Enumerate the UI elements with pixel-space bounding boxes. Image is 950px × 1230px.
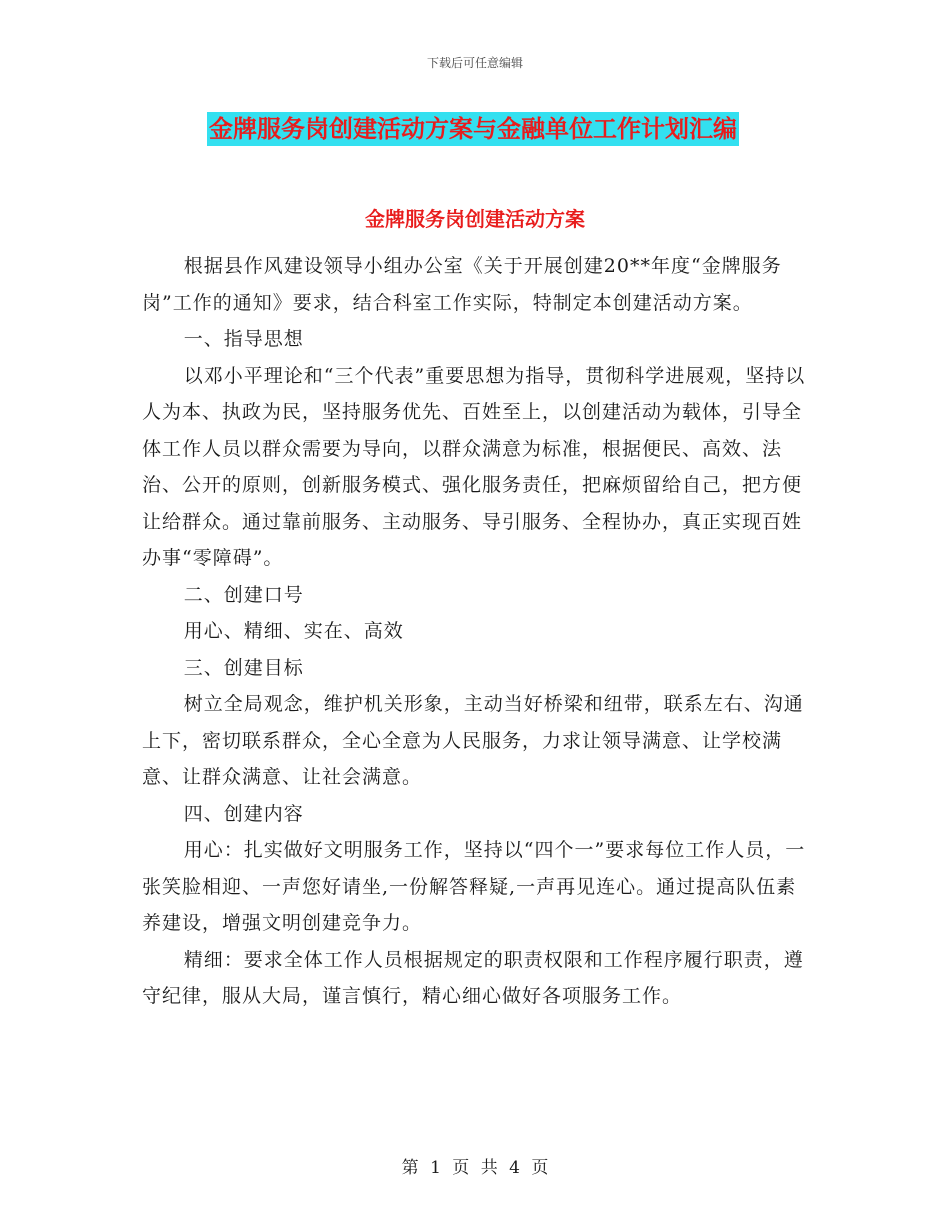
- paragraph: 根据县作风建设领导小组办公室《关于开展创建20**年度“金牌服务岗”工作的通知》要求，结合科室工作实际，特制定本创建活动方案。: [142, 255, 782, 314]
- main-title: 金牌服务岗创建活动方案与金融单位工作计划汇编: [207, 112, 739, 146]
- paragraph-heading: 三、创建目标: [183, 656, 304, 679]
- section-title: 金牌服务岗创建活动方案: [365, 207, 585, 231]
- paragraph: 用心：扎实做好文明服务工作，坚持以“四个一”要求每位工作人员，一张笑脸相迎、一声您好请坐,一份解答释疑,一声再见连心。通过提高队伍素养建设，增强文明创建竞争力。: [142, 839, 806, 934]
- paragraph: 以邓小平理论和“三个代表”重要思想为指导，贯彻科学进展观，坚持以人为本、执政为民，坚持服务优先、百姓至上，以创建活动为载体，引导全体工作人员以群众需要为导向，以群众满意为标准，根据便民、高效、法治、公开的原则，创新服务模式、强化服务责任，把麻烦留给自己，把方便让给群众。通过靠前服务、主动服务、导引服务、全程协办，真正实现百姓办事“零障碍”。: [142, 364, 806, 569]
- paragraph-heading: 一、指导思想: [183, 328, 304, 350]
- paragraph: 用心、精细、实在、高效: [183, 620, 404, 642]
- paragraph-heading: 四、创建内容: [183, 802, 304, 825]
- body-text: [142, 248, 810, 1015]
- paragraph: 树立全局观念，维护机关形象，主动当好桥梁和纽带，联系左右、沟通上下，密切联系群众，全心全意为人民服务，力求让领导满意、让学校满意、让群众满意、让社会满意。: [142, 693, 804, 788]
- paragraph: 精细：要求全体工作人员根据规定的职责权限和工作程序履行职责，遵守纪律，服从大局，谨言慎行，精心细心做好各项服务工作。: [142, 948, 804, 1007]
- paragraph-heading: 二、创建口号: [183, 583, 304, 606]
- header-note: 下载后可任意编辑: [426, 56, 523, 70]
- page-footer: 第 1 页 共 4 页: [401, 1158, 549, 1178]
